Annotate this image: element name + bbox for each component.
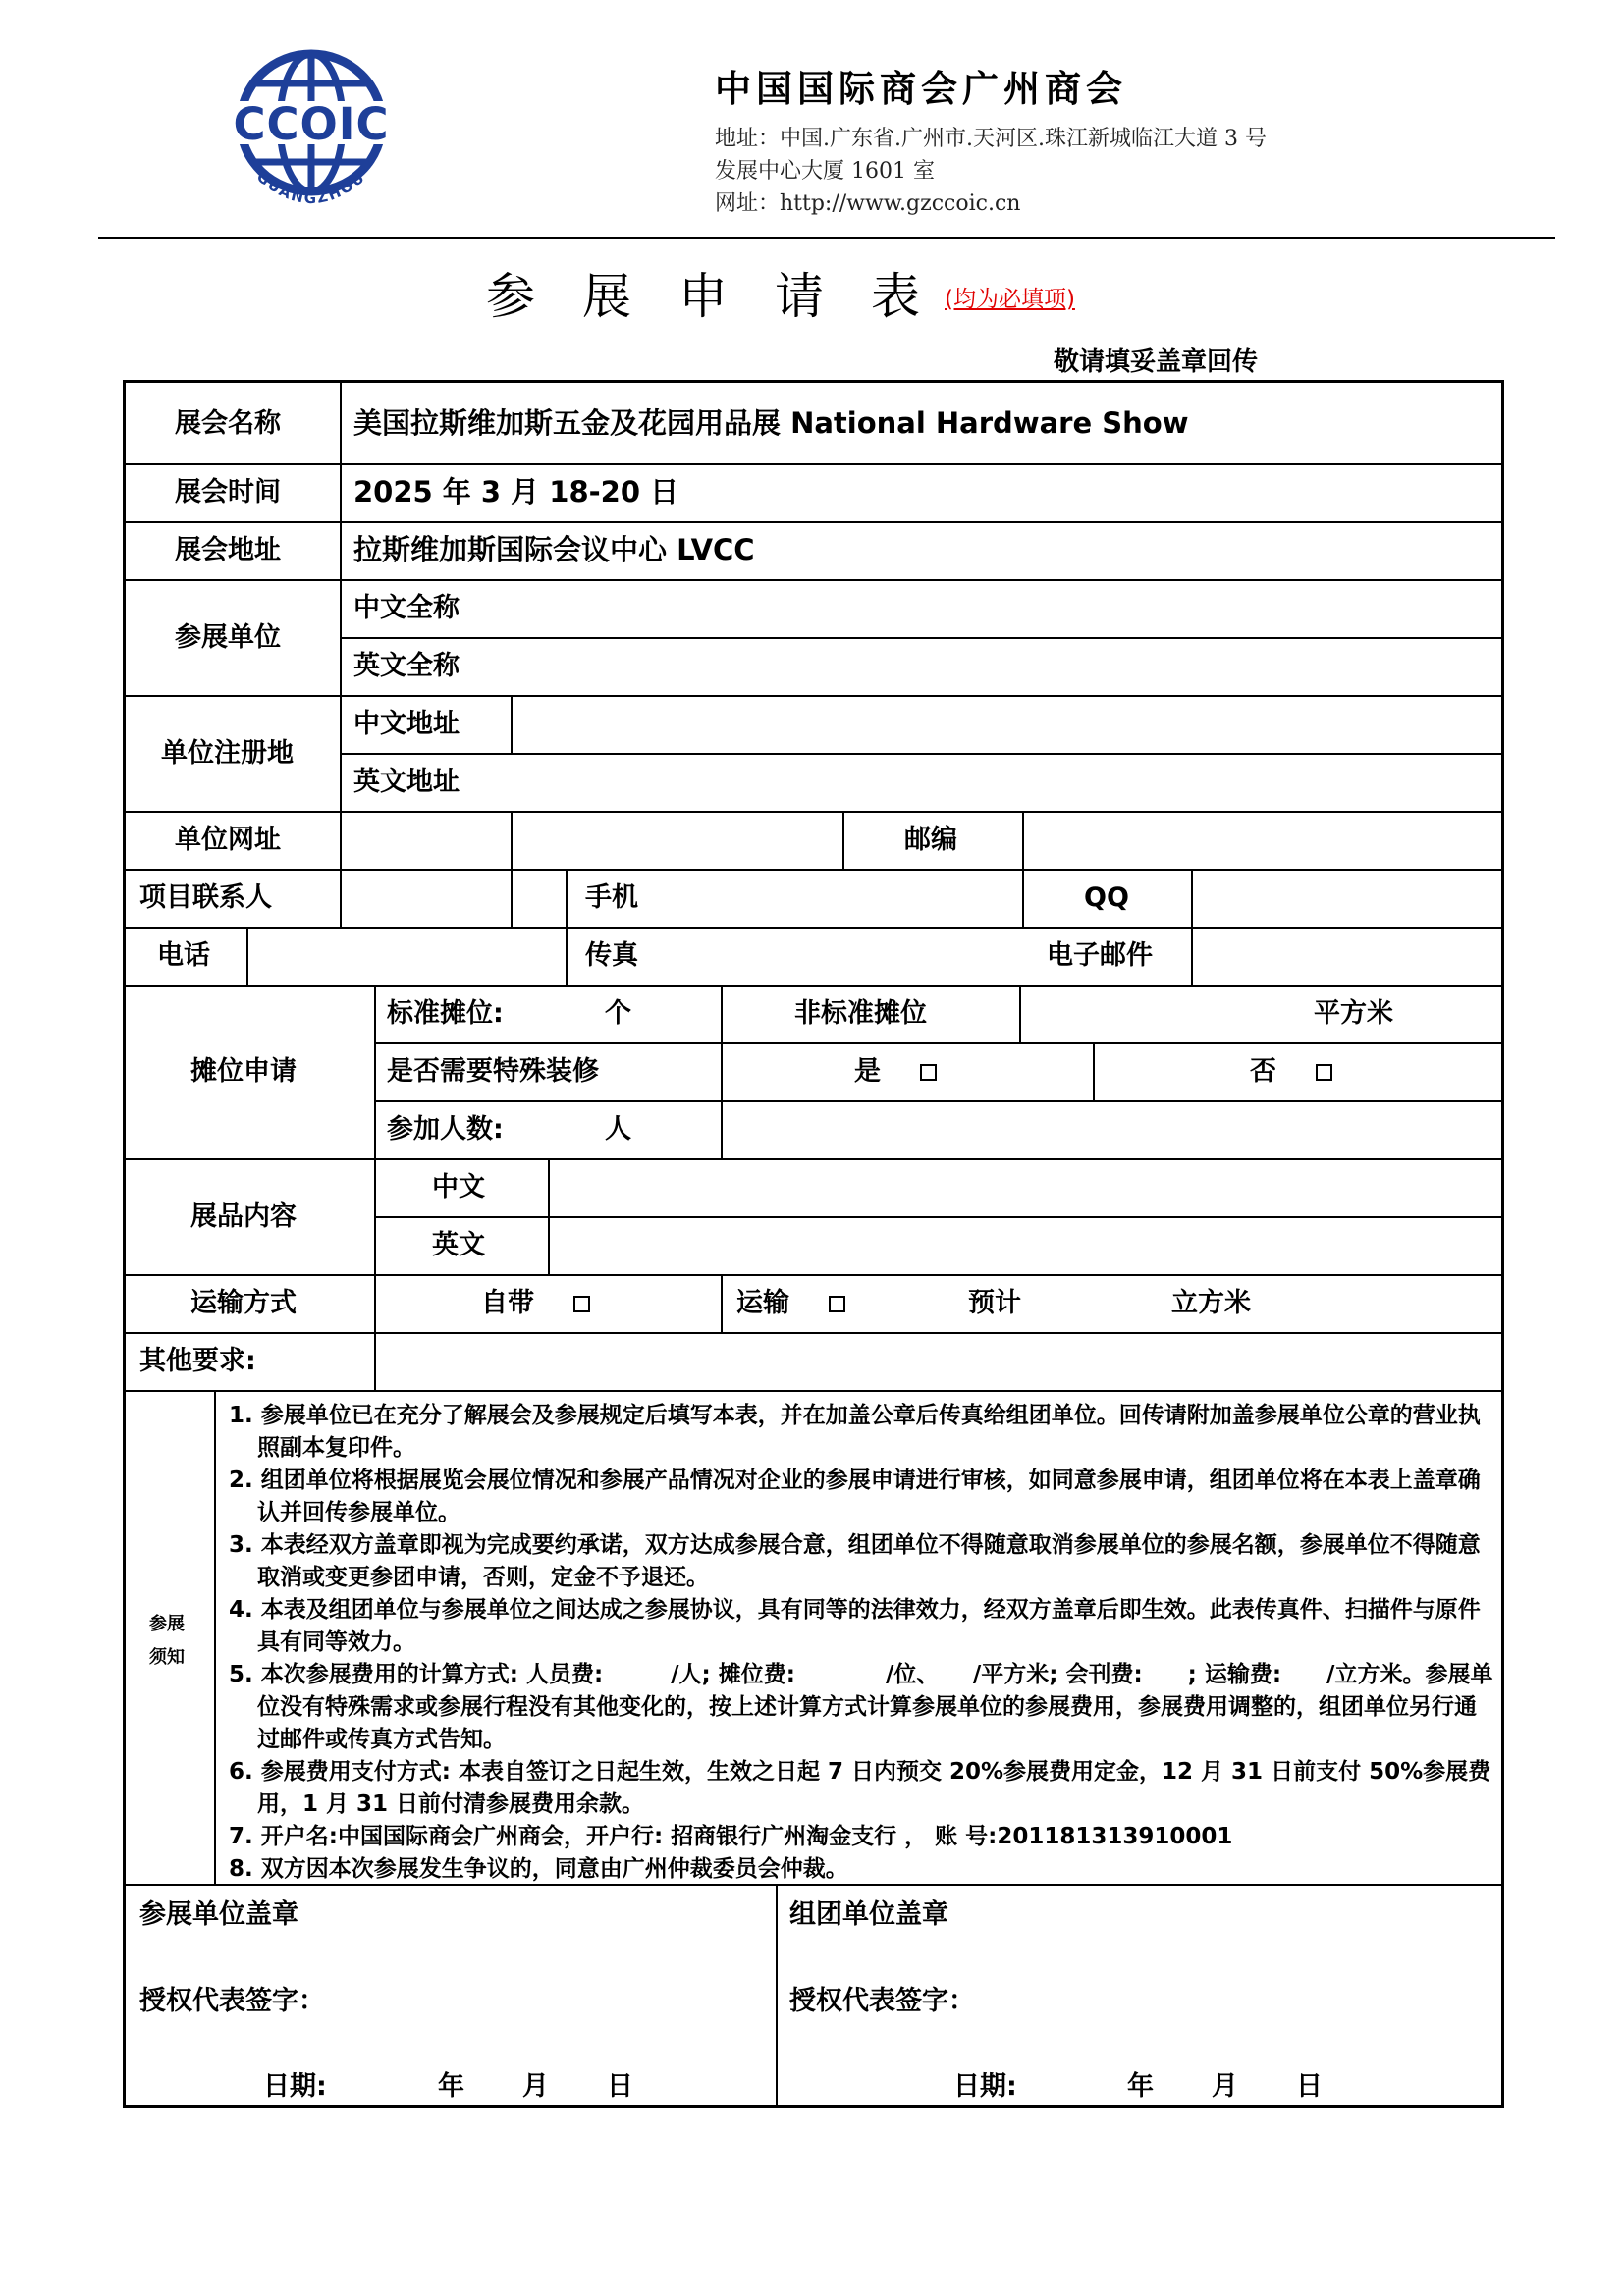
fax-field[interactable] <box>569 930 1019 983</box>
shipping-label: 运输 <box>736 1288 789 1318</box>
exhibitor-date-label: 日期: <box>263 2071 327 2102</box>
expo-name-value: 美国拉斯维加斯五金及花园用品展 National Hardware Show <box>353 406 1189 440</box>
cn-address-field[interactable] <box>514 698 1496 751</box>
email-field[interactable] <box>1195 930 1497 983</box>
mobile-label: 手机 <box>585 882 638 913</box>
phone-label: 电话 <box>157 940 210 971</box>
en-address-field[interactable] <box>514 756 1496 809</box>
organizer-date-label: 日期: <box>953 2071 1017 2102</box>
website-label: 单位网址 <box>175 825 281 855</box>
exhibitor-date-day: 日 <box>607 2071 633 2102</box>
exhibitor-seal-label: 参展单位盖章 <box>139 1899 298 1930</box>
term-item: 4. 本表及组团单位与参展单位之间达成之参展协议，具有同等的法律效力，经双方盖章后即生效。此表传真件、扫描件与原件具有同等效力。 <box>229 1597 1481 1655</box>
required-note: (均为必填项) <box>945 287 1075 312</box>
seal-note: 敬请填妥盖章回传 <box>1054 347 1259 377</box>
expo-time-value: 2025 年 3 月 18-20 日 <box>353 475 679 508</box>
exhibits-en-field[interactable] <box>552 1219 1497 1272</box>
exhibitor-rep-sign-label: 授权代表签字： <box>139 1986 325 2016</box>
estimate-label: 预计 <box>968 1288 1021 1318</box>
special-decor-label: 是否需要特殊装修 <box>387 1056 599 1087</box>
self-carry-option[interactable] <box>481 1290 590 1316</box>
organizer-date-year: 年 <box>1127 2071 1154 2102</box>
decor-no-label: 否 <box>1250 1056 1276 1087</box>
other-requirements-label: 其他要求: <box>139 1346 256 1376</box>
term-item: 8. 双方因本次参展发生争议的，同意由广州仲裁委员会仲裁。 <box>229 1856 848 1882</box>
booth-label: 摊位申请 <box>190 1056 297 1087</box>
transport-label: 运输方式 <box>190 1288 297 1318</box>
shipping-checkbox[interactable] <box>829 1296 845 1312</box>
cn-full-name-field[interactable] <box>514 582 1496 635</box>
address-line-2: 发展中心大厦 1601 室 <box>715 159 935 184</box>
self-carry-label: 自带 <box>481 1288 534 1318</box>
postcode-label: 邮编 <box>904 825 957 855</box>
exhibits-en-label: 英文 <box>432 1230 485 1260</box>
shipping-option[interactable] <box>736 1290 845 1316</box>
organizer-date-month: 月 <box>1212 2071 1238 2102</box>
self-carry-checkbox[interactable] <box>573 1296 590 1312</box>
phone-field[interactable] <box>250 930 508 983</box>
expo-name-label: 展会名称 <box>175 408 281 439</box>
terms-list <box>229 1400 1495 1886</box>
reg-address-label: 单位注册地 <box>161 738 294 769</box>
contact-field[interactable] <box>344 872 562 925</box>
organizer-rep-sign-label: 授权代表签字： <box>789 1986 975 2016</box>
term-item: 5. 本次参展费用的计算方式: 人员费: /人; 摊位费: /位、 /平方米; 会刊费: ; 运输费: /立方米。参展单位没有特殊需求或参展行程没有其他变化的，按上述计算方式计算参展单位的参展费用，参展费用调整的，组团单位另行通过邮件或传真方式告知。 <box>229 1662 1493 1752</box>
header-divider <box>98 237 1555 239</box>
ccoic-logo <box>211 44 412 231</box>
decor-no-option[interactable] <box>1250 1058 1332 1085</box>
expo-time-label: 展会时间 <box>175 477 281 507</box>
term-item: 7. 开户名:中国国际商会广州商会，开户行: 招商银行广州淘金支行 ， 账 号:201181313910001 <box>229 1824 1233 1849</box>
address-line-1: 地址：中国.广东省.广州市.天河区.珠江新城临江大道 3 号 <box>715 127 1267 151</box>
contact-label: 项目联系人 <box>139 882 272 913</box>
expo-venue-label: 展会地址 <box>175 535 281 565</box>
cbm-unit: 立方米 <box>1171 1288 1251 1318</box>
notes-label-2: 须知 <box>149 1647 185 1668</box>
page-title: 参展申请表 <box>486 268 967 325</box>
attendees-field[interactable] <box>725 1103 1497 1156</box>
decor-no-checkbox[interactable] <box>1316 1064 1332 1081</box>
decor-yes-label: 是 <box>854 1056 881 1087</box>
exhibitor-label: 参展单位 <box>175 622 281 653</box>
term-item: 1. 参展单位已在充分了解展会及参展规定后填写本表，并在加盖公章后传真给组团单位。回传请附加盖参展单位公章的营业执照副本复印件。 <box>229 1403 1481 1461</box>
website[interactable]: 网址：http://www.gzccoic.cn <box>715 191 1021 216</box>
attendees-label: 参加人数: <box>387 1114 504 1145</box>
decor-yes-checkbox[interactable] <box>920 1064 937 1081</box>
mobile-field[interactable] <box>721 872 1020 925</box>
logo-main-text: CCOIC <box>233 98 390 150</box>
sqm-unit: 平方米 <box>1314 998 1393 1029</box>
expo-venue-value: 拉斯维加斯国际会议中心 LVCC <box>353 533 755 566</box>
nonstd-booth-label: 非标准摊位 <box>794 998 927 1029</box>
en-full-name-label: 英文全称 <box>353 651 460 681</box>
fax-label: 传真 <box>585 940 638 971</box>
attendees-unit: 人 <box>605 1114 631 1145</box>
en-full-name-field[interactable] <box>514 640 1496 693</box>
cn-address-label: 中文地址 <box>353 709 460 739</box>
exhibits-label: 展品内容 <box>190 1201 297 1232</box>
organizer-seal-label: 组团单位盖章 <box>789 1899 948 1930</box>
organization-name: 中国国际商会广州商会 <box>715 68 1127 110</box>
qq-label: QQ <box>1084 882 1129 913</box>
organizer-date-day: 日 <box>1296 2071 1323 2102</box>
en-address-label: 英文地址 <box>353 767 460 797</box>
term-item: 3. 本表经双方盖章即视为完成要约承诺，双方达成参展合意，组团单位不得随意取消参展单位的参展名额，参展单位不得随意取消或变更参团申请，否则，定金不予退还。 <box>229 1532 1481 1590</box>
email-label: 电子邮件 <box>1047 940 1153 971</box>
exhibitor-date-year: 年 <box>438 2071 464 2102</box>
postcode-field[interactable] <box>1026 814 1497 867</box>
notes-label-1: 参展 <box>149 1614 185 1634</box>
std-booth-unit: 个 <box>605 998 631 1029</box>
exhibitor-date-month: 月 <box>522 2071 549 2102</box>
website-field[interactable] <box>344 814 839 867</box>
std-booth-label: 标准摊位: <box>387 998 504 1029</box>
logo-sub-text: GUANGZHOU <box>252 167 370 208</box>
exhibits-cn-field[interactable] <box>552 1161 1497 1214</box>
cn-full-name-label: 中文全称 <box>353 593 460 623</box>
exhibits-cn-label: 中文 <box>432 1172 485 1202</box>
term-item: 2. 组团单位将根据展览会展位情况和参展产品情况对企业的参展申请进行审核，如同意参展申请，组团单位将在本表上盖章确认并回传参展单位。 <box>229 1468 1481 1525</box>
decor-yes-option[interactable] <box>854 1058 937 1085</box>
qq-field[interactable] <box>1195 872 1497 925</box>
term-item: 6. 参展费用支付方式: 本表自签订之日起生效，生效之日起 7 日内预交 20%参展费用定金，12 月 31 日前支付 50%参展费用，1 月 31 日前付清参展费用余款。 <box>229 1759 1491 1817</box>
application-form <box>123 380 1504 2108</box>
